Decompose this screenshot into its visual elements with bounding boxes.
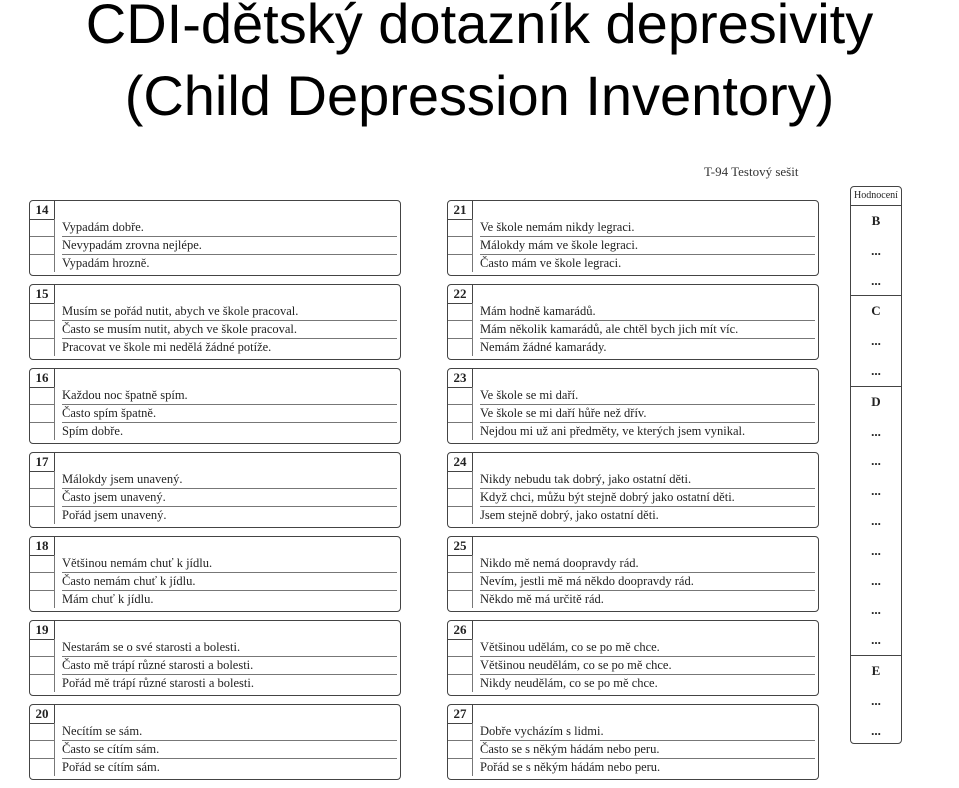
answer-option: Nikdo mě nemá doopravdy rád. (480, 555, 815, 573)
answer-option: Musím se pořád nutit, abych ve škole pracoval. (62, 303, 397, 321)
question-item (447, 452, 819, 528)
answer-option: Ve škole se mi daří. (480, 387, 815, 405)
question-number: 25 (448, 537, 473, 556)
answer-option: Pořád se cítím sám. (62, 760, 160, 774)
answer-option: Nevím, jestli mě má někdo doopravdy rád. (480, 573, 815, 591)
question-item (29, 536, 401, 612)
answer-checkbox[interactable] (30, 423, 55, 440)
answer-checkbox[interactable] (30, 219, 55, 237)
answer-checkbox[interactable] (448, 555, 473, 573)
score-cell: C (851, 295, 901, 326)
answer-checkbox[interactable] (448, 387, 473, 405)
answer-option: Nestarám se o své starosti a bolesti. (62, 639, 397, 657)
answer-checkbox[interactable] (30, 255, 55, 272)
answer-checkbox[interactable] (30, 321, 55, 339)
score-cell: ... (871, 572, 881, 588)
score-cell: ... (871, 333, 881, 349)
score-cell: ... (871, 602, 881, 618)
question-number: 19 (30, 621, 55, 640)
answer-checkbox[interactable] (30, 507, 55, 524)
answer-option: Nikdy nebudu tak dobrý, jako ostatní děti. (480, 471, 815, 489)
question-item (447, 368, 819, 444)
score-cell: ... (871, 362, 881, 378)
answer-checkbox[interactable] (30, 573, 55, 591)
answer-checkbox[interactable] (30, 639, 55, 657)
answer-checkbox[interactable] (30, 303, 55, 321)
answer-checkbox[interactable] (30, 339, 55, 356)
answer-checkbox[interactable] (30, 237, 55, 255)
answer-checkbox[interactable] (30, 591, 55, 608)
question-item (29, 284, 401, 360)
answer-option: Často jsem unavený. (62, 489, 397, 507)
question-number: 14 (30, 201, 55, 220)
answer-checkbox[interactable] (448, 237, 473, 255)
score-cell: ... (871, 242, 881, 258)
answer-option: Pořád se s někým hádám nebo peru. (480, 760, 661, 774)
form-header: T-94 Testový sešit (704, 164, 799, 179)
answer-checkbox[interactable] (448, 657, 473, 675)
answer-checkbox[interactable] (448, 507, 473, 524)
answer-checkbox[interactable] (448, 639, 473, 657)
answer-checkbox[interactable] (30, 675, 55, 692)
answer-checkbox[interactable] (448, 219, 473, 237)
question-number: 18 (30, 537, 55, 556)
answer-option: Nikdy neudělám, co se po mě chce. (480, 676, 658, 690)
answer-checkbox[interactable] (30, 741, 55, 759)
answer-checkbox[interactable] (448, 423, 473, 440)
answer-checkbox[interactable] (30, 657, 55, 675)
answer-option: Ve škole se mi daří hůře než dřív. (480, 405, 815, 423)
score-column (850, 186, 902, 744)
question-item (447, 620, 819, 696)
title-line-2: (Child Depression Inventory) (124, 64, 835, 127)
answer-option: Často se musím nutit, abych ve škole pracoval. (62, 321, 397, 339)
answer-option: Pracovat ve škole mi nedělá žádné potíže. (62, 340, 272, 354)
questionnaire-scan (24, 160, 924, 778)
answer-checkbox[interactable] (448, 489, 473, 507)
answer-option: Někdo mě má určitě rád. (480, 592, 604, 606)
answer-option: Většinou nemám chuť k jídlu. (62, 555, 397, 573)
answer-checkbox[interactable] (30, 471, 55, 489)
answer-checkbox[interactable] (448, 255, 473, 272)
question-number: 16 (30, 369, 55, 388)
answer-checkbox[interactable] (30, 489, 55, 507)
answer-option: Nemám žádné kamarády. (480, 340, 607, 354)
answer-option: Vypadám hrozně. (62, 256, 150, 270)
score-cell: E (851, 655, 901, 686)
answer-checkbox[interactable] (448, 303, 473, 321)
answer-checkbox[interactable] (30, 759, 55, 776)
answer-option: Většinou udělám, co se po mě chce. (480, 639, 815, 657)
answer-option: Pořád mě trápí různé starosti a bolesti. (62, 676, 254, 690)
answer-option: Vypadám dobře. (62, 219, 397, 237)
question-item (29, 452, 401, 528)
question-item (447, 536, 819, 612)
answer-option: Většinou neudělám, co se po mě chce. (480, 657, 815, 675)
answer-option: Často se cítím sám. (62, 741, 397, 759)
answer-option: Často mám ve škole legraci. (480, 256, 622, 270)
answer-option: Spím dobře. (62, 424, 124, 438)
score-cell: ... (871, 692, 881, 708)
answer-checkbox[interactable] (30, 723, 55, 741)
score-cell: B (871, 213, 881, 228)
question-number: 17 (30, 453, 55, 472)
answer-option: Dobře vycházím s lidmi. (480, 723, 815, 741)
answer-option: Často se s někým hádám nebo peru. (480, 741, 815, 759)
question-number: 27 (448, 705, 473, 724)
answer-checkbox[interactable] (448, 741, 473, 759)
title-line-1: CDI-dětský dotazník depresivity (85, 0, 874, 55)
answer-option: Jsem stejně dobrý, jako ostatní děti. (480, 508, 659, 522)
answer-checkbox[interactable] (448, 339, 473, 356)
question-item (29, 200, 401, 276)
answer-option: Nejdou mi už ani předměty, ve kterých jsem vynikal. (480, 424, 746, 438)
answer-checkbox[interactable] (30, 405, 55, 423)
answer-checkbox[interactable] (448, 573, 473, 591)
answer-option: Málokdy mám ve škole legraci. (480, 237, 815, 255)
answer-option: Když chci, můžu být stejně dobrý jako ostatní děti. (480, 489, 815, 507)
answer-option: Necítím se sám. (62, 723, 397, 741)
score-cell: ... (871, 483, 881, 499)
answer-option: Často nemám chuť k jídlu. (62, 573, 397, 591)
question-item (447, 284, 819, 360)
answer-checkbox[interactable] (448, 759, 473, 776)
score-cell: ... (871, 542, 881, 558)
answer-checkbox[interactable] (30, 387, 55, 405)
question-number: 22 (448, 285, 473, 304)
answer-checkbox[interactable] (448, 723, 473, 741)
answer-checkbox[interactable] (448, 471, 473, 489)
answer-option: Mám chuť k jídlu. (62, 592, 154, 606)
answer-option: Mám několik kamarádů, ale chtěl bych jich mít víc. (480, 321, 815, 339)
answer-option: Málokdy jsem unavený. (62, 471, 397, 489)
answer-option: Každou noc špatně spím. (62, 387, 397, 405)
answer-option: Často spím špatně. (62, 405, 397, 423)
answer-checkbox[interactable] (448, 675, 473, 692)
score-cell: ... (871, 272, 881, 288)
answer-option: Mám hodně kamarádů. (480, 303, 815, 321)
answer-checkbox[interactable] (30, 555, 55, 573)
questions-right-column (447, 200, 819, 788)
questions-left-column (29, 200, 401, 788)
score-cell: D (851, 386, 901, 417)
score-cell: ... (871, 512, 881, 528)
answer-checkbox[interactable] (448, 405, 473, 423)
question-number: 21 (448, 201, 473, 220)
score-cell: ... (871, 423, 881, 439)
question-item (29, 704, 401, 780)
answer-checkbox[interactable] (448, 591, 473, 608)
question-number: 15 (30, 285, 55, 304)
score-cell: ... (871, 632, 881, 648)
question-item (447, 200, 819, 276)
question-item (29, 620, 401, 696)
score-cell: ... (871, 453, 881, 469)
question-number: 24 (448, 453, 473, 472)
question-number: 26 (448, 621, 473, 640)
answer-option: Často mě trápí různé starosti a bolesti. (62, 657, 397, 675)
question-item (29, 368, 401, 444)
answer-option: Pořád jsem unavený. (62, 508, 167, 522)
question-item (447, 704, 819, 780)
answer-option: Nevypadám zrovna nejlépe. (62, 237, 397, 255)
question-number: 20 (30, 705, 55, 724)
answer-checkbox[interactable] (448, 321, 473, 339)
score-header: Hodnocení (851, 187, 901, 206)
answer-option: Ve škole nemám nikdy legraci. (480, 219, 815, 237)
question-number: 23 (448, 369, 473, 388)
score-cell: ... (871, 722, 881, 738)
